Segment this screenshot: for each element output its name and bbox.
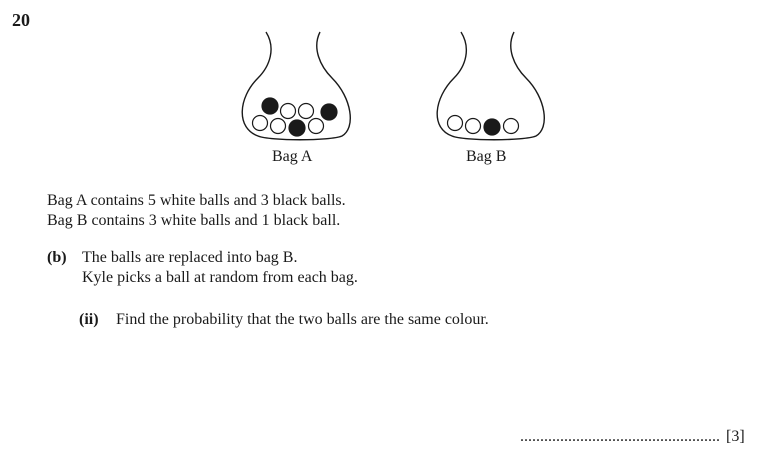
bag-b-ball-white bbox=[466, 119, 481, 134]
bag-b-ball-white bbox=[504, 119, 519, 134]
question-number: 20 bbox=[12, 10, 30, 30]
bag-a-ball-white bbox=[281, 104, 296, 119]
part-b-label: (b) bbox=[47, 249, 67, 266]
bag-a-ball-white bbox=[299, 104, 314, 119]
bag-a-ball-black bbox=[321, 104, 337, 120]
part-b-row bbox=[47, 249, 297, 267]
bag-a-ball-white bbox=[253, 116, 268, 131]
bags-figure bbox=[0, 0, 781, 200]
part-b-ii-label: (ii) bbox=[79, 311, 99, 328]
answer-line bbox=[520, 428, 745, 446]
part-b-line-1: The balls are replaced into bag B. bbox=[82, 249, 298, 266]
bag-b-ball-white bbox=[448, 116, 463, 131]
bag-a-ball-black bbox=[289, 120, 305, 136]
bag-a-label: Bag A bbox=[272, 148, 313, 165]
stem-line-2: Bag B contains 3 white balls and 1 black ball. bbox=[47, 212, 341, 229]
part-b-line-2: Kyle picks a ball at random from each bag. bbox=[82, 269, 358, 286]
answer-dots: .................................................. bbox=[520, 428, 720, 445]
part-b-ii-row bbox=[79, 311, 489, 329]
marks-label: [3] bbox=[726, 428, 745, 445]
bag-b-ball-black bbox=[484, 119, 500, 135]
part-b-ii-text: Find the probability that the two balls are the same colour. bbox=[116, 311, 489, 328]
bag-a-ball-black bbox=[262, 98, 278, 114]
stem-line-1: Bag A contains 5 white balls and 3 black balls. bbox=[47, 192, 346, 209]
bag-b-label: Bag B bbox=[466, 148, 507, 165]
bag-a-ball-white bbox=[271, 119, 286, 134]
bag-a-ball-white bbox=[309, 119, 324, 134]
